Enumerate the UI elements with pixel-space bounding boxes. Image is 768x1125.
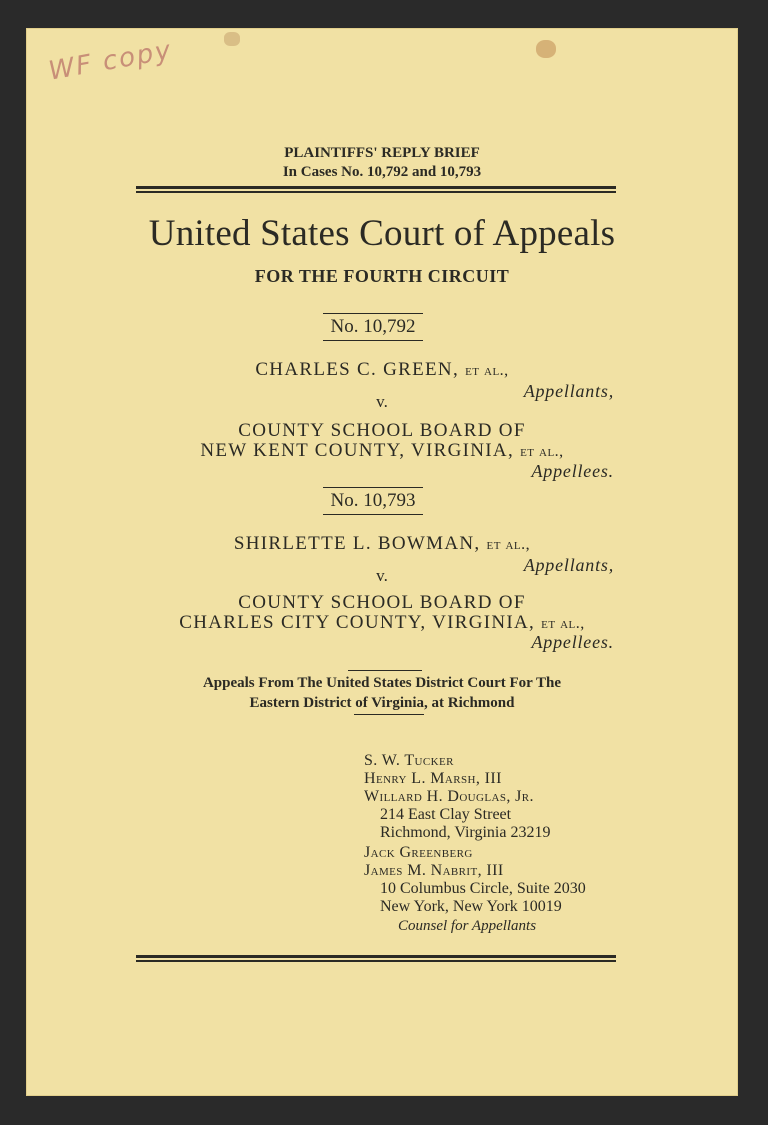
court-circuit: FOR THE FOURTH CIRCUIT	[254, 266, 510, 286]
case1-appellant-role: Appellants,	[523, 381, 614, 401]
counsel-address: Richmond, Virginia 23219	[380, 824, 551, 841]
brief-cover-page	[26, 28, 738, 1096]
counsel-name: S. W. Tucker	[364, 752, 454, 769]
bottom-double-rule	[136, 955, 616, 962]
counsel-name: Jack Greenberg	[364, 844, 473, 861]
counsel-name: Willard H. Douglas, Jr.	[364, 788, 534, 805]
case2-number: No. 10,793	[323, 487, 423, 515]
case2-appellee-line2	[26, 612, 738, 634]
counsel-address: 214 East Clay Street	[380, 806, 512, 823]
case2-appellant-name: SHIRLETTE L. BOWMAN,	[233, 533, 481, 554]
counsel-address: 10 Columbus Circle, Suite 2030	[380, 880, 586, 897]
case2-versus: v.	[376, 566, 388, 585]
handwritten-note: WF copy	[46, 35, 175, 87]
case1-appellant-suffix: et al.,	[465, 362, 509, 379]
case2-appellee-role: Appellees.	[531, 632, 614, 652]
case2-appellant-suffix: et al.,	[486, 536, 531, 553]
case1-appellee-role: Appellees.	[531, 461, 614, 481]
case2-appellee-line1: COUNTY SCHOOL BOARD OF	[238, 592, 526, 613]
short-rule	[348, 670, 422, 671]
counsel-role: Counsel for Appellants	[398, 918, 537, 934]
counsel-group-1	[364, 752, 550, 842]
case2-appellant	[26, 533, 738, 555]
case1-appellee-county: NEW KENT COUNTY, VIRGINIA,	[200, 440, 515, 461]
top-double-rule	[136, 186, 616, 193]
case1-versus: v.	[376, 392, 388, 411]
case2-appellee-suffix: et al.,	[541, 615, 585, 632]
court-name: United States Court of Appeals	[148, 213, 616, 254]
appeal-line1: Appeals From The United States District Court For The	[202, 675, 562, 691]
counsel-name: James M. Nabrit, III	[364, 862, 504, 879]
brief-cases: In Cases No. 10,792 and 10,793	[282, 164, 482, 180]
case2-appellee-county: CHARLES CITY COUNTY, VIRGINIA,	[179, 612, 536, 633]
case1-number: No. 10,792	[323, 313, 423, 341]
case1-appellee-suffix: et al.,	[520, 443, 564, 460]
counsel-group-2	[364, 844, 586, 916]
case1-appellant	[26, 359, 738, 381]
paper-stain	[224, 32, 240, 46]
case2-appellant-role: Appellants,	[523, 555, 614, 575]
appeal-line2: Eastern District of Virginia, at Richmond	[249, 695, 515, 711]
short-rule	[354, 714, 424, 715]
paper-stain	[536, 40, 556, 58]
case1-appellee-line2	[26, 440, 738, 462]
case1-appellee-line1: COUNTY SCHOOL BOARD OF	[238, 420, 526, 441]
counsel-address: New York, New York 10019	[380, 898, 562, 915]
brief-title: PLAINTIFFS' REPLY BRIEF	[284, 145, 480, 161]
case1-appellant-name: CHARLES C. GREEN,	[255, 359, 459, 380]
counsel-name: Henry L. Marsh, III	[364, 770, 502, 787]
